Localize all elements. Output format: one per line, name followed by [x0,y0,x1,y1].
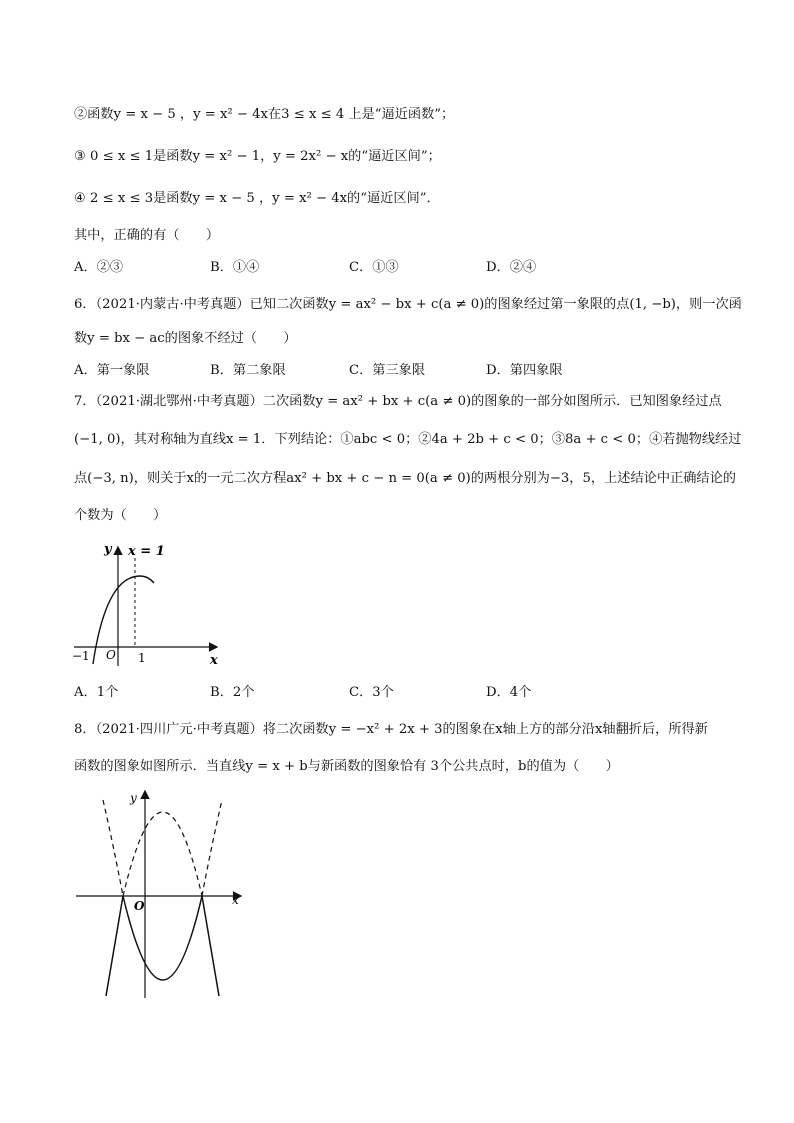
symmetry-label: x = 1 [128,544,165,559]
question-6-line-1: 6．（2021·内蒙古·中考真题）已知二次函数y = ax² − bx + c(a ≠ 0)的图象经过第一象限的点(1, −b)，则一次函 [74,297,742,312]
q5-option-a: A．②③ [74,260,124,275]
x-label: x [210,653,218,668]
question-7-line-4: 个数为（ ） [74,508,167,523]
question-5-prompt: 其中，正确的有（ ） [74,228,220,243]
question-8-line-1: 8．（2021·四川广元·中考真题）将二次函数y = −x² + 2x + 3的图象在x轴上方的部分沿x轴翻折后，所得新 [74,722,708,737]
neg-one-label: −1 [72,649,90,663]
q7-option-d: D．4个 [486,685,532,700]
q5-option-d: D．②④ [486,260,537,275]
dashed-left-branch [103,800,123,896]
solid-right-branch [202,896,219,996]
one-label: 1 [138,651,146,665]
q7-option-c: C．3个 [349,685,394,700]
q7-parabola-figure [66,536,226,671]
q6-option-d: D．第四象限 [486,363,563,378]
solid-left-branch [106,896,123,996]
question-7-line-2: (−1, 0)，其对称轴为直线x = 1．下列结论：①abc < 0；②4a + 2b + c < 0；③8a + c < 0；④若抛物线经过 [74,432,742,447]
q6-option-a: A．第一象限 [74,363,150,378]
origin-label: O [134,899,145,913]
x-label: x [232,893,239,907]
question-7-line-3: 点(−3, n)，则关于x的一元二次方程ax² + bx + c − n = 0(a ≠ 0)的两根分别为−3，5，上述结论中正确结论的 [74,471,736,486]
dashed-arch [123,812,202,896]
dashed-right-branch [202,800,222,896]
q5-option-b: B．①④ [210,260,260,275]
statement-4: ④ 2 ≤ x ≤ 3是函数y = x − 5 ，y = x² − 4x的“逼近区间”． [74,191,440,206]
statement-2: ②函数y = x − 5 ，y = x² − 4x在3 ≤ x ≤ 4 上是“逼近函数”； [74,107,455,122]
question-7-line-1: 7．（2021·湖北鄂州·中考真题）二次函数y = ax² + bx + c(a ≠ 0)的图象的一部分如图所示．已知图象经过点 [74,394,722,409]
y-label: y [130,791,137,805]
q7-option-b: B．2个 [210,685,255,700]
q5-option-c: C．①③ [349,260,399,275]
q6-option-c: C．第三象限 [349,363,426,378]
question-8-line-2: 函数的图象如图所示．当直线y = x + b与新函数的图象恰有 3个公共点时，b的值为（ ） [74,759,619,774]
statement-3: ③ 0 ≤ x ≤ 1是函数y = x² − 1，y = 2x² − x的“逼近区间”； [74,149,441,164]
question-6-line-2: 数y = bx − ac的图象不经过（ ） [74,331,297,346]
q7-option-a: A．1个 [74,685,119,700]
y-label: y [104,542,112,557]
q6-option-b: B．第二象限 [210,363,286,378]
origin-label: O [106,648,116,662]
q8-folded-parabola-figure [70,786,250,1001]
